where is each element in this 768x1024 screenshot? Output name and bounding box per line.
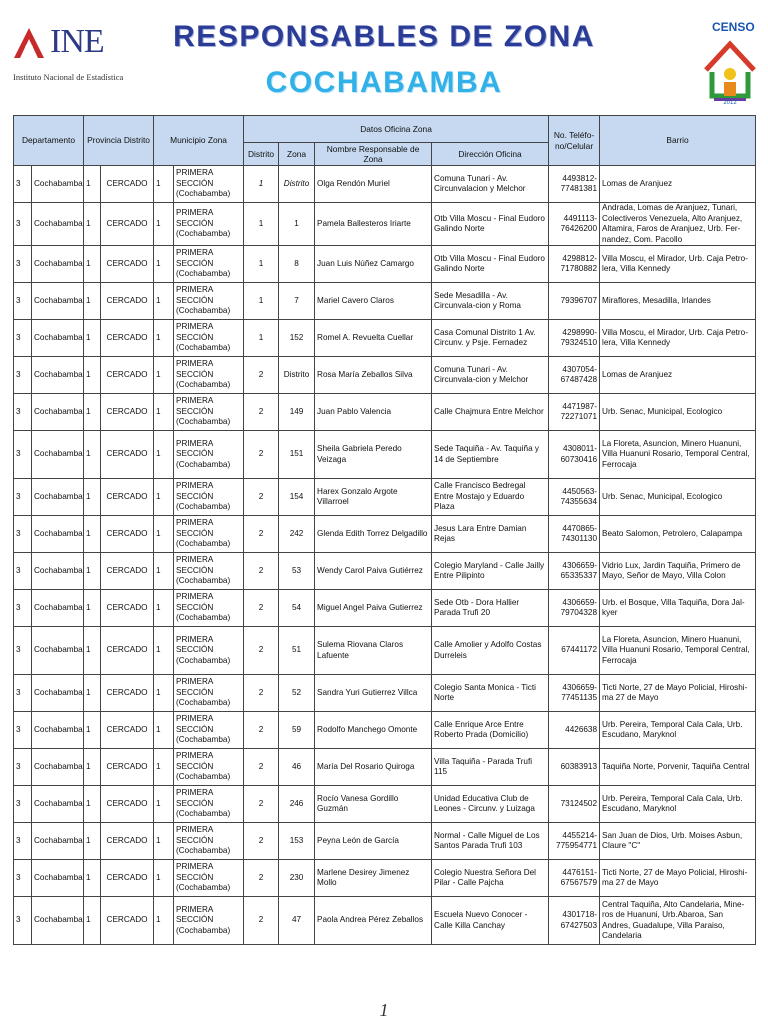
dep-code-cell: 3 bbox=[14, 749, 32, 786]
provincia-cell: CERCADO bbox=[101, 823, 154, 860]
responsable-cell: Glenda Edith Torrez Delgadillo bbox=[315, 516, 432, 553]
dep-code-cell: 3 bbox=[14, 860, 32, 897]
departamento-cell: Cochabamba bbox=[32, 357, 84, 394]
zona-cell: 246 bbox=[279, 786, 315, 823]
prov-code-cell: 1 bbox=[84, 479, 101, 516]
direccion-cell: Sede Otb - Dora Hallier Parada Trufi 20 bbox=[432, 590, 549, 627]
provincia-cell: CERCADO bbox=[101, 553, 154, 590]
provincia-cell: CERCADO bbox=[101, 860, 154, 897]
provincia-cell: CERCADO bbox=[101, 712, 154, 749]
telefono-cell: 4307054-67487428 bbox=[549, 357, 600, 394]
responsable-cell: Marlene Desirey Jimenez Mollo bbox=[315, 860, 432, 897]
direccion-cell: Escuela Nuevo Conocer - Calle Killa Canchay bbox=[432, 897, 549, 945]
direccion-cell: Colegio Nuestra Señora Del Pilar - Calle Pajcha bbox=[432, 860, 549, 897]
direccion-cell: Calle Chajmura Entre Melchor bbox=[432, 394, 549, 431]
responsable-cell: Olga Rendón Muriel bbox=[315, 166, 432, 203]
header-municipio: Municipio Zona bbox=[154, 116, 244, 166]
direccion-cell: Comuna Tunari - Av. Circunvala-cion y Melchor bbox=[432, 357, 549, 394]
municipio-cell: PRIMERA SECCIÓN (Cochabamba) bbox=[174, 479, 244, 516]
prov-code-cell: 1 bbox=[84, 320, 101, 357]
dep-code-cell: 3 bbox=[14, 246, 32, 283]
distrito-cell: 1 bbox=[244, 320, 279, 357]
departamento-cell: Cochabamba bbox=[32, 823, 84, 860]
departamento-cell: Cochabamba bbox=[32, 394, 84, 431]
municipio-cell: PRIMERA SECCIÓN (Cochabamba) bbox=[174, 712, 244, 749]
header-datos-oficina: Datos Oficina Zona bbox=[244, 116, 549, 143]
dep-code-cell: 3 bbox=[14, 627, 32, 675]
dep-code-cell: 3 bbox=[14, 823, 32, 860]
prov-code-cell: 1 bbox=[84, 357, 101, 394]
responsable-cell: Peyna León de García bbox=[315, 823, 432, 860]
table-row bbox=[14, 516, 756, 553]
header-departamento: Departamento bbox=[14, 116, 84, 166]
distrito-cell: 1 bbox=[244, 166, 279, 203]
table-row bbox=[14, 553, 756, 590]
direccion-cell: Casa Comunal Distrito 1 Av. Circunv. y Psje. Fernadez bbox=[432, 320, 549, 357]
zona-cell: 149 bbox=[279, 394, 315, 431]
distrito-cell: 2 bbox=[244, 712, 279, 749]
barrio-cell: Lomas de Aranjuez bbox=[600, 166, 756, 203]
barrio-cell: Lomas de Aranjuez bbox=[600, 357, 756, 394]
barrio-cell: Taquiña Norte, Porvenir, Taquiña Central bbox=[600, 749, 756, 786]
zona-cell: 53 bbox=[279, 553, 315, 590]
direccion-cell: Sede Taquiña - Av. Taquiña y 14 de Septiembre bbox=[432, 431, 549, 479]
municipio-cell: PRIMERA SECCIÓN (Cochabamba) bbox=[174, 283, 244, 320]
distrito-cell: 2 bbox=[244, 860, 279, 897]
dep-code-cell: 3 bbox=[14, 431, 32, 479]
telefono-cell: 60383913 bbox=[549, 749, 600, 786]
table-row bbox=[14, 823, 756, 860]
telefono-cell: 4471987-72271071 bbox=[549, 394, 600, 431]
municipio-cell: PRIMERA SECCIÓN (Cochabamba) bbox=[174, 357, 244, 394]
barrio-cell: Villa Moscu, el Mirador, Urb. Caja Petro-lera, Villa Kennedy bbox=[600, 320, 756, 357]
telefono-cell: 4450563-74355634 bbox=[549, 479, 600, 516]
direccion-cell: Villa Taquiña - Parada Trufi 115 bbox=[432, 749, 549, 786]
municipio-cell: PRIMERA SECCIÓN (Cochabamba) bbox=[174, 860, 244, 897]
header-direccion: Dirección Oficina bbox=[432, 143, 549, 166]
page-header bbox=[0, 0, 768, 112]
provincia-cell: CERCADO bbox=[101, 431, 154, 479]
responsable-cell: Sheila Gabriela Peredo Veizaga bbox=[315, 431, 432, 479]
mun-code-cell: 1 bbox=[154, 431, 174, 479]
table-row bbox=[14, 203, 756, 246]
direccion-cell: Calle Francisco Bedregal Entre Mostajo y Eduardo Plaza bbox=[432, 479, 549, 516]
mun-code-cell: 1 bbox=[154, 749, 174, 786]
departamento-cell: Cochabamba bbox=[32, 590, 84, 627]
table-row bbox=[14, 320, 756, 357]
municipio-cell: PRIMERA SECCIÓN (Cochabamba) bbox=[174, 516, 244, 553]
barrio-cell: Urb. Senac, Municipal, Ecologico bbox=[600, 394, 756, 431]
provincia-cell: CERCADO bbox=[101, 627, 154, 675]
provincia-cell: CERCADO bbox=[101, 283, 154, 320]
dep-code-cell: 3 bbox=[14, 897, 32, 945]
censo-house-icon bbox=[700, 34, 760, 104]
zona-cell: 152 bbox=[279, 320, 315, 357]
responsable-cell: Rodolfo Manchego Omonte bbox=[315, 712, 432, 749]
municipio-cell: PRIMERA SECCIÓN (Cochabamba) bbox=[174, 203, 244, 246]
municipio-cell: PRIMERA SECCIÓN (Cochabamba) bbox=[174, 246, 244, 283]
table-row bbox=[14, 394, 756, 431]
municipio-cell: PRIMERA SECCIÓN (Cochabamba) bbox=[174, 627, 244, 675]
telefono-cell: 73124502 bbox=[549, 786, 600, 823]
zona-cell: 230 bbox=[279, 860, 315, 897]
prov-code-cell: 1 bbox=[84, 394, 101, 431]
provincia-cell: CERCADO bbox=[101, 203, 154, 246]
telefono-cell: 4476151-67567579 bbox=[549, 860, 600, 897]
municipio-cell: PRIMERA SECCIÓN (Cochabamba) bbox=[174, 431, 244, 479]
departamento-cell: Cochabamba bbox=[32, 749, 84, 786]
dep-code-cell: 3 bbox=[14, 516, 32, 553]
distrito-cell: 2 bbox=[244, 516, 279, 553]
barrio-cell: Urb. Pereira, Temporal Cala Cala, Urb. Escudano, Maryknol bbox=[600, 786, 756, 823]
telefono-cell: 4301718-67427503 bbox=[549, 897, 600, 945]
header-responsable: Nombre Responsable de Zona bbox=[315, 143, 432, 166]
barrio-cell: Beato Salomon, Petrolero, Calapampa bbox=[600, 516, 756, 553]
direccion-cell: Calle Enrique Arce Entre Roberto Prada (Domicilio) bbox=[432, 712, 549, 749]
prov-code-cell: 1 bbox=[84, 553, 101, 590]
page-subtitle: COCHABAMBA bbox=[265, 66, 503, 99]
responsable-cell: Rocío Vanesa Gordillo Guzmán bbox=[315, 786, 432, 823]
municipio-cell: PRIMERA SECCIÓN (Cochabamba) bbox=[174, 553, 244, 590]
departamento-cell: Cochabamba bbox=[32, 246, 84, 283]
prov-code-cell: 1 bbox=[84, 627, 101, 675]
barrio-cell: Urb. Senac, Municipal, Ecologico bbox=[600, 479, 756, 516]
zona-cell: 154 bbox=[279, 479, 315, 516]
municipio-cell: PRIMERA SECCIÓN (Cochabamba) bbox=[174, 897, 244, 945]
responsable-cell: María Del Rosario Quiroga bbox=[315, 749, 432, 786]
barrio-cell: Ticti Norte, 27 de Mayo Policial, Hiroshi-ma 27 de Mayo bbox=[600, 860, 756, 897]
municipio-cell: PRIMERA SECCIÓN (Cochabamba) bbox=[174, 786, 244, 823]
mun-code-cell: 1 bbox=[154, 675, 174, 712]
mun-code-cell: 1 bbox=[154, 860, 174, 897]
dep-code-cell: 3 bbox=[14, 786, 32, 823]
municipio-cell: PRIMERA SECCIÓN (Cochabamba) bbox=[174, 823, 244, 860]
responsable-cell: Sulema Riovana Claros Lafuente bbox=[315, 627, 432, 675]
provincia-cell: CERCADO bbox=[101, 786, 154, 823]
mun-code-cell: 1 bbox=[154, 357, 174, 394]
dep-code-cell: 3 bbox=[14, 479, 32, 516]
prov-code-cell: 1 bbox=[84, 712, 101, 749]
distrito-cell: 1 bbox=[244, 203, 279, 246]
provincia-cell: CERCADO bbox=[101, 675, 154, 712]
ine-subtitle: Instituto Nacional de Estadística bbox=[13, 72, 124, 82]
direccion-cell: Jesus Lara Entre Damian Rejas bbox=[432, 516, 549, 553]
table-row bbox=[14, 283, 756, 320]
table-row bbox=[14, 860, 756, 897]
prov-code-cell: 1 bbox=[84, 203, 101, 246]
departamento-cell: Cochabamba bbox=[32, 786, 84, 823]
zona-cell: 151 bbox=[279, 431, 315, 479]
telefono-cell: 4455214-775954771 bbox=[549, 823, 600, 860]
responsable-cell: Juan Luis Núñez Camargo bbox=[315, 246, 432, 283]
telefono-cell: 4308011-60730416 bbox=[549, 431, 600, 479]
telefono-cell: 4426638 bbox=[549, 712, 600, 749]
prov-code-cell: 1 bbox=[84, 675, 101, 712]
departamento-cell: Cochabamba bbox=[32, 479, 84, 516]
prov-code-cell: 1 bbox=[84, 431, 101, 479]
mun-code-cell: 1 bbox=[154, 516, 174, 553]
departamento-cell: Cochabamba bbox=[32, 166, 84, 203]
telefono-cell: 4306659-77451135 bbox=[549, 675, 600, 712]
header-barrio: Barrio bbox=[600, 116, 756, 166]
barrio-cell: La Floreta, Asuncion, Minero Huanuni, Villa Huanuni Rosario, Temporal Central, Ferrocaja bbox=[600, 627, 756, 675]
zona-cell: 242 bbox=[279, 516, 315, 553]
prov-code-cell: 1 bbox=[84, 749, 101, 786]
dep-code-cell: 3 bbox=[14, 357, 32, 394]
prov-code-cell: 1 bbox=[84, 823, 101, 860]
direccion-cell: Colegio Maryland - Calle Jailly Entre Pilipinto bbox=[432, 553, 549, 590]
header-provincia: Provincia Distrito bbox=[84, 116, 154, 166]
prov-code-cell: 1 bbox=[84, 897, 101, 945]
departamento-cell: Cochabamba bbox=[32, 627, 84, 675]
telefono-cell: 4470865-74301130 bbox=[549, 516, 600, 553]
responsable-cell: Sandra Yuri Gutierrez Villca bbox=[315, 675, 432, 712]
barrio-cell: San Juan de Dios, Urb. Moises Asbun, Claure "C" bbox=[600, 823, 756, 860]
departamento-cell: Cochabamba bbox=[32, 283, 84, 320]
dep-code-cell: 3 bbox=[14, 675, 32, 712]
dep-code-cell: 3 bbox=[14, 712, 32, 749]
provincia-cell: CERCADO bbox=[101, 590, 154, 627]
table-row bbox=[14, 479, 756, 516]
responsable-cell: Juan Pablo Valencia bbox=[315, 394, 432, 431]
barrio-cell: Central Taquiña, Alto Candelaria, Mine-ros de Huanuni, Urb.Abaroa, San Andres, Guadalupe, Villa Paraiso, Candelaria bbox=[600, 897, 756, 945]
mun-code-cell: 1 bbox=[154, 897, 174, 945]
dep-code-cell: 3 bbox=[14, 203, 32, 246]
header-telefono: No. Teléfo-no/Celular bbox=[549, 116, 600, 166]
telefono-cell: 4306659-65335337 bbox=[549, 553, 600, 590]
dep-code-cell: 3 bbox=[14, 394, 32, 431]
table-row bbox=[14, 712, 756, 749]
distrito-cell: 1 bbox=[244, 246, 279, 283]
mun-code-cell: 1 bbox=[154, 786, 174, 823]
direccion-cell: Calle Amolier y Adolfo Costas Durreleis bbox=[432, 627, 549, 675]
responsable-cell: Miguel Angel Paiva Gutierrez bbox=[315, 590, 432, 627]
telefono-cell: 4306659-79704328 bbox=[549, 590, 600, 627]
table-row bbox=[14, 786, 756, 823]
barrio-cell: Urb. Pereira, Temporal Cala Cala, Urb. Escudano, Maryknol bbox=[600, 712, 756, 749]
provincia-cell: CERCADO bbox=[101, 394, 154, 431]
distrito-cell: 2 bbox=[244, 553, 279, 590]
responsable-cell: Mariel Cavero Claros bbox=[315, 283, 432, 320]
censo-year: 2012 bbox=[723, 100, 737, 104]
distrito-cell: 2 bbox=[244, 627, 279, 675]
table-row bbox=[14, 166, 756, 203]
prov-code-cell: 1 bbox=[84, 590, 101, 627]
prov-code-cell: 1 bbox=[84, 246, 101, 283]
direccion-cell: Normal - Calle Miguel de Los Santos Parada Trufi 103 bbox=[432, 823, 549, 860]
zona-cell: 1 bbox=[279, 203, 315, 246]
table-row bbox=[14, 627, 756, 675]
departamento-cell: Cochabamba bbox=[32, 860, 84, 897]
responsable-cell: Paola Andrea Pérez Zeballos bbox=[315, 897, 432, 945]
zona-cell: 54 bbox=[279, 590, 315, 627]
distrito-cell: 1 bbox=[244, 283, 279, 320]
zona-cell: 59 bbox=[279, 712, 315, 749]
provincia-cell: CERCADO bbox=[101, 320, 154, 357]
municipio-cell: PRIMERA SECCIÓN (Cochabamba) bbox=[174, 320, 244, 357]
dep-code-cell: 3 bbox=[14, 553, 32, 590]
telefono-cell: 4298812-71780882 bbox=[549, 246, 600, 283]
prov-code-cell: 1 bbox=[84, 283, 101, 320]
provincia-cell: CERCADO bbox=[101, 357, 154, 394]
header-distrito: Distrito bbox=[244, 143, 279, 166]
table-row bbox=[14, 590, 756, 627]
departamento-cell: Cochabamba bbox=[32, 897, 84, 945]
distrito-cell: 2 bbox=[244, 675, 279, 712]
provincia-cell: CERCADO bbox=[101, 166, 154, 203]
mun-code-cell: 1 bbox=[154, 823, 174, 860]
mun-code-cell: 1 bbox=[154, 283, 174, 320]
barrio-cell: La Floreta, Asuncion, Minero Huanuni, Villa Huanuni Rosario, Temporal Central, Ferrocaja bbox=[600, 431, 756, 479]
mun-code-cell: 1 bbox=[154, 246, 174, 283]
table-row bbox=[14, 246, 756, 283]
distrito-cell: 2 bbox=[244, 394, 279, 431]
ine-logo-text: INE bbox=[50, 23, 104, 60]
departamento-cell: Cochabamba bbox=[32, 203, 84, 246]
telefono-cell: 4491113-76426200 bbox=[549, 203, 600, 246]
responsable-cell: Harex Gonzalo Argote Villarroel bbox=[315, 479, 432, 516]
departamento-cell: Cochabamba bbox=[32, 516, 84, 553]
zona-cell: 51 bbox=[279, 627, 315, 675]
header-zona: Zona bbox=[279, 143, 315, 166]
responsable-cell: Rosa María Zeballos Silva bbox=[315, 357, 432, 394]
page-number: 1 bbox=[379, 1000, 389, 1020]
zona-cell: 47 bbox=[279, 897, 315, 945]
zona-cell: 8 bbox=[279, 246, 315, 283]
distrito-cell: 2 bbox=[244, 823, 279, 860]
municipio-cell: PRIMERA SECCIÓN (Cochabamba) bbox=[174, 749, 244, 786]
mun-code-cell: 1 bbox=[154, 479, 174, 516]
zona-cell: Distrito bbox=[279, 166, 315, 203]
table-row bbox=[14, 675, 756, 712]
censo-logo bbox=[700, 20, 760, 104]
mun-code-cell: 1 bbox=[154, 394, 174, 431]
barrio-cell: Andrada, Lomas de Aranjuez, Tunari, Colectiveros Venezuela, Alto Aranjuez, Altamira, Faros de Aranjuez, Urb. Fer-nandez, Com. Pacollo bbox=[600, 203, 756, 246]
municipio-cell: PRIMERA SECCIÓN (Cochabamba) bbox=[174, 590, 244, 627]
prov-code-cell: 1 bbox=[84, 516, 101, 553]
prov-code-cell: 1 bbox=[84, 786, 101, 823]
table-body bbox=[14, 166, 756, 945]
barrio-cell: Villa Moscu, el Mirador, Urb. Caja Petro-lera, Villa Kennedy bbox=[600, 246, 756, 283]
dep-code-cell: 3 bbox=[14, 166, 32, 203]
responsable-cell: Pamela Ballesteros Iriarte bbox=[315, 203, 432, 246]
barrio-cell: Vidrio Lux, Jardin Taquiña, Primero de Mayo, Señor de Mayo, Villa Colon bbox=[600, 553, 756, 590]
provincia-cell: CERCADO bbox=[101, 516, 154, 553]
departamento-cell: Cochabamba bbox=[32, 712, 84, 749]
zona-cell: 153 bbox=[279, 823, 315, 860]
telefono-cell: 4298990-79324510 bbox=[549, 320, 600, 357]
departamento-cell: Cochabamba bbox=[32, 431, 84, 479]
telefono-cell: 79396707 bbox=[549, 283, 600, 320]
direccion-cell: Sede Mesadilla - Av. Circunvala-cion y Roma bbox=[432, 283, 549, 320]
dep-code-cell: 3 bbox=[14, 590, 32, 627]
responsable-cell: Wendy Carol Paiva Gutiérrez bbox=[315, 553, 432, 590]
dep-code-cell: 3 bbox=[14, 283, 32, 320]
municipio-cell: PRIMERA SECCIÓN (Cochabamba) bbox=[174, 675, 244, 712]
provincia-cell: CERCADO bbox=[101, 246, 154, 283]
zona-cell: 52 bbox=[279, 675, 315, 712]
direccion-cell: Unidad Educativa Club de Leones - Circunv. y Luizaga bbox=[432, 786, 549, 823]
zona-cell: 7 bbox=[279, 283, 315, 320]
mun-code-cell: 1 bbox=[154, 590, 174, 627]
provincia-cell: CERCADO bbox=[101, 749, 154, 786]
dep-code-cell: 3 bbox=[14, 320, 32, 357]
barrio-cell: Urb. el Bosque, Villa Taquiña, Dora Jal-kyer bbox=[600, 590, 756, 627]
direccion-cell: Comuna Tunari - Av. Circunvalacion y Melchor bbox=[432, 166, 549, 203]
direccion-cell: Colegio Santa Monica - Ticti Norte bbox=[432, 675, 549, 712]
distrito-cell: 2 bbox=[244, 897, 279, 945]
municipio-cell: PRIMERA SECCIÓN (Cochabamba) bbox=[174, 394, 244, 431]
direccion-cell: Otb Villa Moscu - Final Eudoro Galindo Norte bbox=[432, 203, 549, 246]
mun-code-cell: 1 bbox=[154, 320, 174, 357]
table-row bbox=[14, 357, 756, 394]
mun-code-cell: 1 bbox=[154, 627, 174, 675]
distrito-cell: 2 bbox=[244, 749, 279, 786]
departamento-cell: Cochabamba bbox=[32, 320, 84, 357]
distrito-cell: 2 bbox=[244, 357, 279, 394]
provincia-cell: CERCADO bbox=[101, 897, 154, 945]
prov-code-cell: 1 bbox=[84, 166, 101, 203]
departamento-cell: Cochabamba bbox=[32, 553, 84, 590]
mun-code-cell: 1 bbox=[154, 712, 174, 749]
barrio-cell: Ticti Norte, 27 de Mayo Policial, Hiroshi-ma 27 de Mayo bbox=[600, 675, 756, 712]
censo-label: CENSO bbox=[712, 20, 755, 34]
table-row bbox=[14, 431, 756, 479]
table-row bbox=[14, 897, 756, 945]
responsables-table bbox=[13, 115, 756, 945]
telefono-cell: 67441172 bbox=[549, 627, 600, 675]
mun-code-cell: 1 bbox=[154, 553, 174, 590]
barrio-cell: Miraflores, Mesadilla, Irlandes bbox=[600, 283, 756, 320]
zona-cell: Distrito bbox=[279, 357, 315, 394]
municipio-cell: PRIMERA SECCIÓN (Cochabamba) bbox=[174, 166, 244, 203]
provincia-cell: CERCADO bbox=[101, 479, 154, 516]
distrito-cell: 2 bbox=[244, 479, 279, 516]
page-title: RESPONSABLES DE ZONA bbox=[173, 20, 595, 53]
table-row bbox=[14, 749, 756, 786]
direccion-cell: Otb Villa Moscu - Final Eudoro Galindo Norte bbox=[432, 246, 549, 283]
mun-code-cell: 1 bbox=[154, 203, 174, 246]
zona-cell: 46 bbox=[279, 749, 315, 786]
distrito-cell: 2 bbox=[244, 786, 279, 823]
mun-code-cell: 1 bbox=[154, 166, 174, 203]
distrito-cell: 2 bbox=[244, 590, 279, 627]
departamento-cell: Cochabamba bbox=[32, 675, 84, 712]
responsable-cell: Romel A. Revuelta Cuellar bbox=[315, 320, 432, 357]
distrito-cell: 2 bbox=[244, 431, 279, 479]
prov-code-cell: 1 bbox=[84, 860, 101, 897]
telefono-cell: 4493812-77481381 bbox=[549, 166, 600, 203]
